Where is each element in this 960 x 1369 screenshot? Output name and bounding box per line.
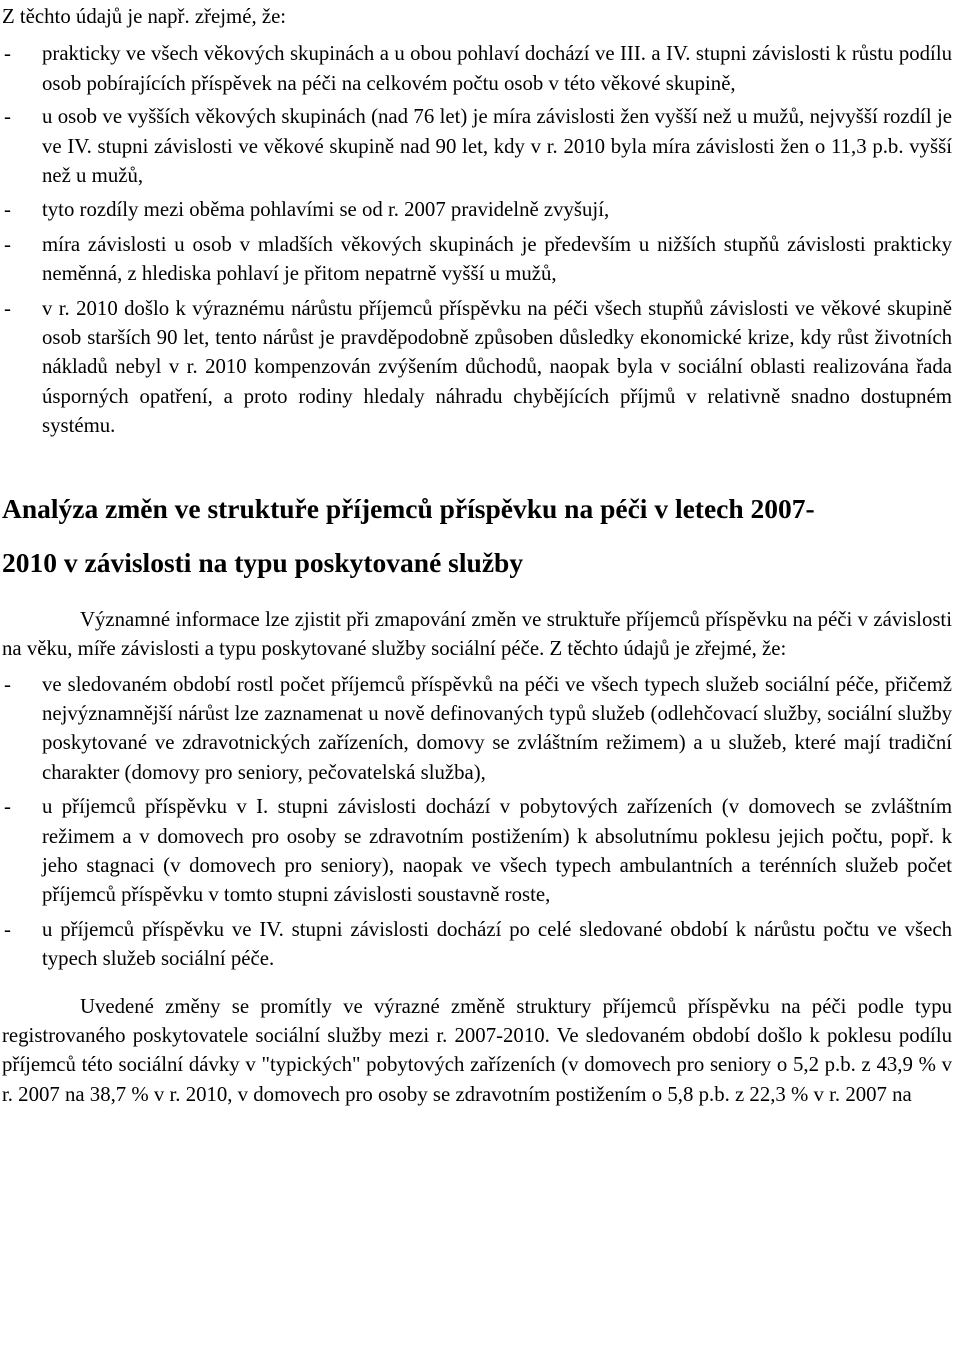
list-item-text: tyto rozdíly mezi oběma pohlavími se od r. 2007 pravidelně zvyšují, [42,198,610,222]
list-item-text: u příjemců příspěvku ve IV. stupni závislosti dochází po celé sledované období k nárůstu počtu ve všech typech služeb sociální péče. [42,917,952,971]
list-item [0,670,952,788]
list-dash: - [4,795,11,819]
list-item [0,195,952,224]
list-dash: - [4,232,11,256]
paragraph-changes: Uvedené změny se promítly ve výrazné změně struktury příjemců příspěvku na péči podle typu registrovaného poskytovatele sociální služby mezi r. 2007-2010. Ve sledovaném období došlo k poklesu podílu příjemců této sociální dávky v "typických" pobytových zařízeních (v domovech pro seniory o 5,2 p.b. z 43,9 % v r. 2007 na 38,7 % v r. 2010, v domovech pro osoby se zdravotním postižením o 5,8 p.b. z 22,3 % v r. 2007 na [2,994,952,1106]
list-item [0,915,952,974]
intro-text: Z těchto údajů je např. zřejmé, že: [2,5,287,28]
list-dash: - [4,672,11,696]
list-dash: - [4,42,11,66]
list-item-text: v r. 2010 došlo k výraznému nárůstu příjemců příspěvku na péči všech stupňů závislosti ve věkové skupině osob starších 90 let, tento nárůst je pravděpodobně způsoben důsledky ekonomické krize, kdy růst životních nákladů nebyl v r. 2010 kompenzován zvýšením důchodů, naopak byla v sociální oblasti realizována řada úsporných opatření, a proto rodiny hledaly náhradu chybějících příjmů v relativně snadno dostupném systému. [42,296,952,438]
section-heading-line-2: 2010 v závislosti na typu poskytované služby [2,546,524,578]
list-dash: - [4,296,11,320]
list-item [0,294,952,441]
list-item-text: ve sledovaném období rostl počet příjemců příspěvků na péči ve všech typech služeb sociální péče, přičemž nejvýznamnější nárůst lze zaznamenat u nově definovaných typů služeb (odlehčovací služby, sociální služby poskytované ve zdravotnických zařízeních, domovy se zvláštním režimem) a u služeb, které mají tradiční charakter (domovy pro seniory, pečovatelská služba), [42,672,952,784]
list-item [0,230,952,289]
section-heading-line-1: Analýza změn ve struktuře příjemců příspěvku na péči v letech 2007- [2,492,815,524]
list-item-text: u příjemců příspěvku v I. stupni závislosti dochází v pobytových zařízeních (v domovech se zvláštním režimem a v domovech pro osoby se zdravotním postižením) k absolutnímu poklesu jejich počtu, popř. k jeho stagnaci (v domovech pro seniory), naopak ve všech typech ambulantních a terénních služeb počet příjemců příspěvku v tomto stupni závislosti soustavně roste, [42,795,952,907]
list-item [0,792,952,910]
list-item-text: u osob ve vyšších věkových skupinách (nad 76 let) je míra závislosti žen vyšší než u mužů, nejvyšší rozdíl je ve IV. stupni závislosti ve věkové skupině nad 90 let, kdy v r. 2010 byla míra závislosti žen o 11,3 p.b. vyšší než u mužů, [42,105,952,188]
list-item [0,39,952,98]
list-item-text: míra závislosti u osob v mladších věkových skupinách je především u nižších stupňů závislosti prakticky neměnná, z hlediska pohlaví je přitom nepatrně vyšší u mužů, [42,232,952,286]
list-dash: - [4,105,11,129]
bullet-list-age-groups [0,39,960,440]
list-dash: - [4,198,11,222]
paragraph-intro: Významné informace lze zjistit při zmapování změn ve struktuře příjemců příspěvku na péči v závislosti na věku, míře závislosti a typu poskytované služby sociální péče. Z těchto údajů je zřejmé, že: [2,607,952,661]
list-dash: - [4,917,11,941]
section-heading [0,483,960,589]
bullet-list-services [0,670,960,974]
list-item [0,102,952,190]
list-item-text: prakticky ve všech věkových skupinách a u obou pohlaví dochází ve III. a IV. stupni závislosti k růstu podílu osob pobírajících příspěvek na péči na celkovém počtu osob v této věkové skupině, [42,42,952,95]
